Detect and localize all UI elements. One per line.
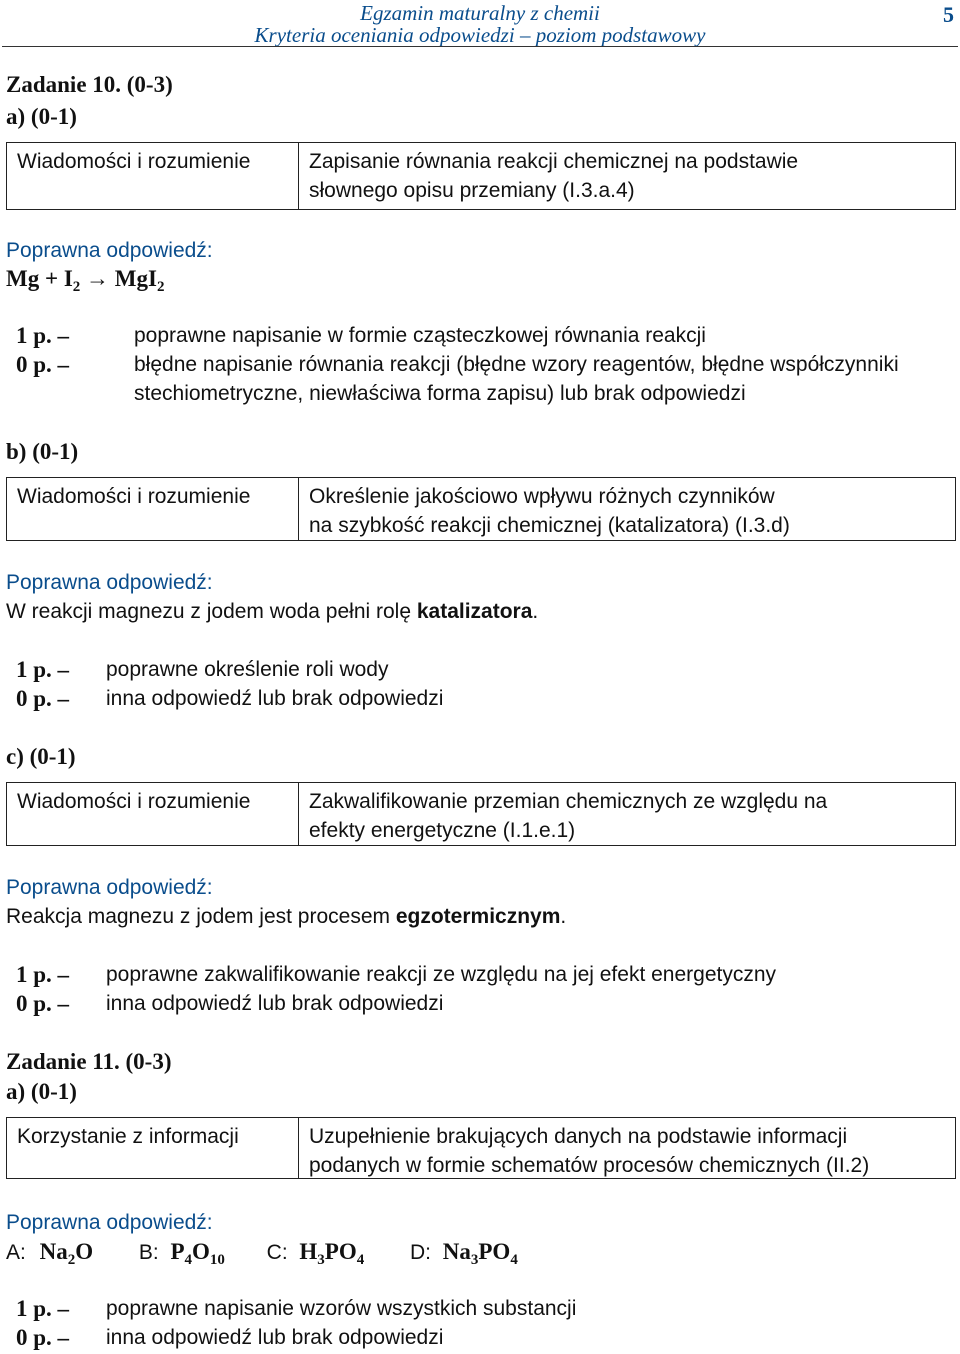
task10a-req-line1: Zapisanie równania reakcji chemicznej na podstawie (309, 150, 799, 173)
answer-text: Reakcja magnezu z jodem jest procesem (6, 905, 396, 928)
score-description: poprawne napisanie wzorów wszystkich substancji (106, 1297, 577, 1320)
score-points: 1 p. – (16, 1296, 70, 1321)
f-part: PO (324, 1239, 357, 1264)
task10c-req-line2: efekty energetyczne (I.1.e.1) (309, 819, 576, 842)
task10a-answer-label: Poprawna odpowiedź: (6, 239, 213, 262)
task10c-req-description (299, 783, 955, 845)
f-part: P (170, 1239, 185, 1264)
header-subtitle: Kryteria oceniania odpowiedzi – poziom podstawowy (254, 23, 706, 47)
task10a-req-category: Wiadomości i rozumienie (7, 143, 299, 209)
formula-d (442, 1239, 518, 1268)
score-description: inna odpowiedź lub brak odpowiedzi (106, 687, 444, 710)
task11a-req-category: Korzystanie z informacji (7, 1118, 299, 1178)
eq-sub1: 2 (72, 279, 81, 295)
score-points: 0 p. – (16, 991, 70, 1016)
task11a-requirements-table (6, 1117, 956, 1179)
answer-bold: egzotermicznym (395, 905, 561, 928)
task10a-req-line2: słownego opisu przemiany (I.3.a.4) (309, 179, 635, 202)
score-points: 0 p. – (16, 352, 70, 377)
task10a-req-description (299, 143, 955, 209)
score-points: 1 p. – (16, 962, 70, 987)
f-sub: 2 (67, 1252, 76, 1268)
task11-title: Zadanie 11. (0-3) (6, 1049, 172, 1074)
score-description (134, 350, 899, 408)
f-part: H (299, 1239, 318, 1264)
task10c-answer-label: Poprawna odpowiedź: (6, 876, 213, 899)
f-sub: 3 (317, 1252, 325, 1268)
score-desc-line2: stechiometryczne, niewłaściwa forma zapisu) lub brak odpowiedzi (134, 382, 746, 405)
score-description: poprawne napisanie w formie cząsteczkowej równania reakcji (134, 324, 706, 347)
task10a-score-1 (16, 321, 956, 351)
answer-end: . (560, 905, 567, 928)
f-part: Na (39, 1239, 68, 1264)
f-sub: 3 (470, 1252, 479, 1268)
formula-c (299, 1239, 365, 1268)
eq-part1: Mg + I (6, 266, 73, 291)
task11a-answer-label: Poprawna odpowiedź: (6, 1211, 213, 1234)
task10a-label: a) (0-1) (6, 104, 77, 129)
task11a-req-line1: Uzupełnienie brakujących danych na podstawie informacji (309, 1125, 848, 1148)
eq-sub2: 2 (156, 279, 165, 295)
answer-text: W reakcji magnezu z jodem woda pełni rolę (6, 600, 417, 623)
task11a-answer-formulas (6, 1237, 518, 1267)
f-part: PO (478, 1239, 511, 1264)
task10c-answer (6, 902, 566, 931)
task10a-answer-equation (6, 264, 164, 293)
f-part: O (75, 1239, 94, 1264)
task10c-label: c) (0-1) (6, 744, 76, 769)
f-sub: 4 (184, 1252, 193, 1268)
score-description: poprawne określenie roli wody (106, 658, 389, 681)
task10b-answer (6, 597, 538, 626)
eq-part2: → MgI (80, 266, 157, 291)
task10a-score-0 (16, 350, 956, 410)
answer-bold: katalizatora (416, 600, 533, 623)
task10b-requirements-table (6, 477, 956, 541)
score-points: 0 p. – (16, 1325, 70, 1350)
f-part: O (192, 1239, 210, 1264)
score-description: inna odpowiedź lub brak odpowiedzi (106, 992, 444, 1015)
header-rule (2, 46, 958, 47)
task11a-score-0 (16, 1323, 956, 1353)
task10b-score-0 (16, 684, 956, 714)
formula-label-d: D: (410, 1241, 431, 1264)
score-desc-line1: błędne napisanie równania reakcji (błędne wzory reagentów, błędne współczynniki (134, 353, 899, 376)
formula-label-c: C: (266, 1241, 288, 1264)
task11a-req-description (299, 1118, 955, 1178)
task10b-label: b) (0-1) (6, 439, 79, 464)
task10b-req-category: Wiadomości i rozumienie (7, 478, 299, 540)
task10c-req-line1: Zakwalifikowanie przemian chemicznych ze względu na (309, 790, 828, 813)
task10a-requirements-table (6, 142, 956, 210)
task10b-req-line1: Określenie jakościowo wpływu różnych czynników (309, 485, 775, 508)
task10b-answer-label: Poprawna odpowiedź: (6, 571, 213, 594)
score-points: 1 p. – (16, 657, 70, 682)
score-points: 1 p. – (16, 323, 70, 348)
task10b-req-description (299, 478, 955, 540)
task10c-score-0 (16, 989, 956, 1019)
f-part: Na (442, 1239, 471, 1264)
task10c-req-category: Wiadomości i rozumienie (7, 783, 299, 845)
f-sub: 4 (510, 1252, 518, 1268)
task11a-score-1 (16, 1294, 956, 1324)
formula-a (39, 1239, 94, 1268)
score-points: 0 p. – (16, 686, 70, 711)
task10c-requirements-table (6, 782, 956, 846)
f-sub: 10 (209, 1252, 225, 1268)
task10b-score-1 (16, 655, 956, 685)
score-description: poprawne zakwalifikowanie reakcji ze względu na jej efekt energetyczny (106, 963, 777, 986)
f-sub: 4 (356, 1252, 365, 1268)
task10b-req-line2: na szybkość reakcji chemicznej (katalizatora) (I.3.d) (309, 514, 790, 537)
page-number: 5 (943, 2, 954, 27)
formula-label-b: B: (138, 1241, 159, 1264)
task11a-label: a) (0-1) (6, 1079, 77, 1104)
score-description: inna odpowiedź lub brak odpowiedzi (106, 1326, 444, 1349)
task10-title: Zadanie 10. (0-3) (6, 72, 173, 97)
formula-label-a: A: (6, 1241, 26, 1264)
answer-end: . (532, 600, 539, 623)
task11a-req-line2: podanych w formie schematów procesów chemicznych (II.2) (309, 1154, 870, 1177)
header-exam-title: Egzamin maturalny z chemii (360, 1, 600, 25)
task10c-score-1 (16, 960, 956, 990)
formula-b (170, 1239, 225, 1268)
page-header (0, 0, 960, 48)
